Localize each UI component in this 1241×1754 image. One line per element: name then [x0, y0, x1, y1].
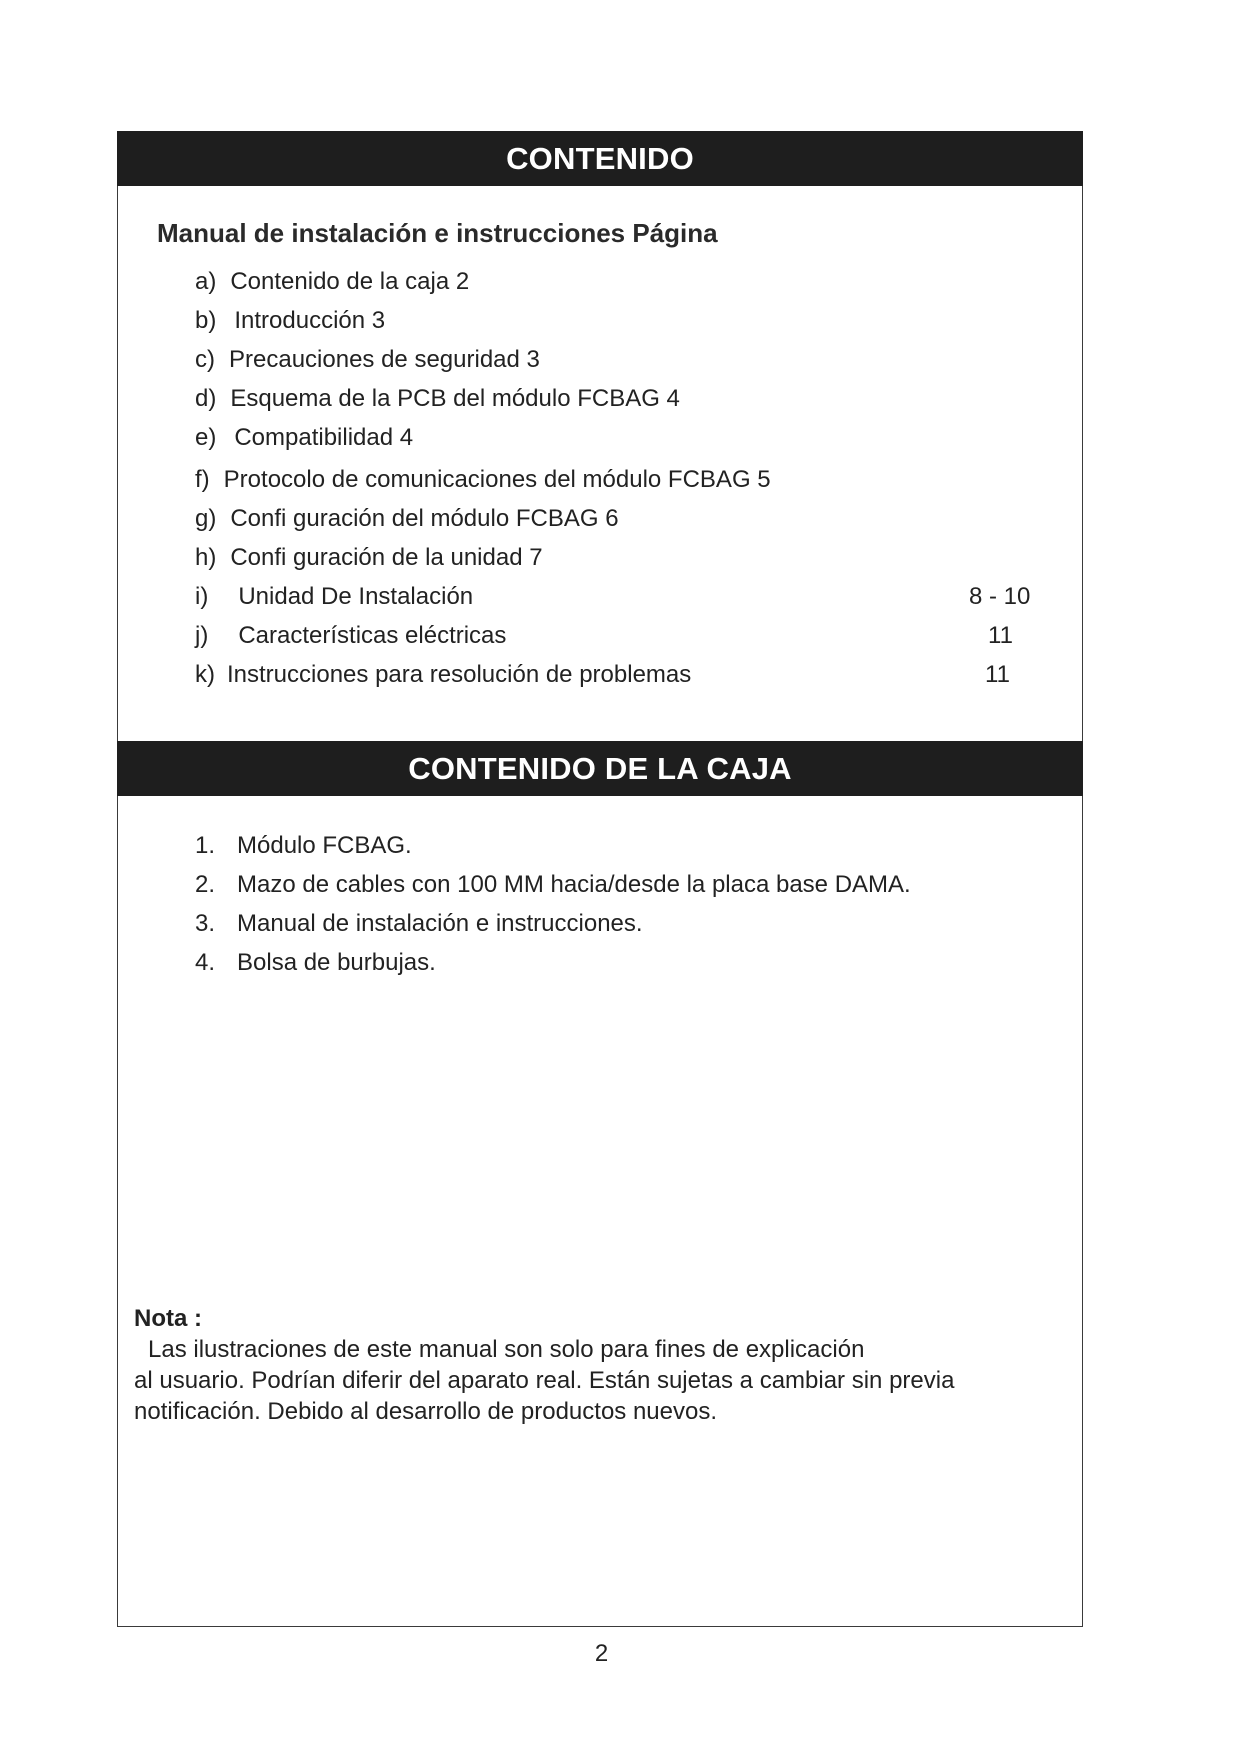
toc-item-f	[195, 466, 771, 494]
toc-item-i	[195, 583, 473, 611]
toc-item-text: Unidad De Instalación	[238, 583, 474, 610]
toc-item-c	[195, 346, 540, 374]
toc-item-a	[195, 268, 469, 296]
toc-item-e	[195, 424, 413, 452]
toc-item-text: Esquema de la PCB del módulo FCBAG 4	[230, 385, 680, 412]
toc-item-d	[195, 385, 680, 413]
note-line: notificación. Debido al desarrollo de productos nuevos.	[134, 1398, 718, 1425]
toc-item-g	[195, 505, 619, 533]
toc-item-text: Características eléctricas	[238, 622, 507, 649]
contents-header: CONTENIDO	[117, 131, 1083, 186]
toc-item-text: Confi guración del módulo FCBAG 6	[230, 505, 619, 532]
box-item-number: 3.	[195, 910, 216, 937]
box-item-text: Mazo de cables con 100 MM hacia/desde la placa base DAMA.	[237, 871, 911, 898]
note-label: Nota :	[134, 1305, 202, 1332]
toc-item-letter: b)	[195, 307, 217, 334]
box-item-number: 1.	[195, 832, 216, 859]
toc-item-letter: g)	[195, 505, 217, 532]
toc-item-letter: a)	[195, 268, 217, 295]
toc-item-page: 11	[988, 622, 1013, 649]
box-item	[195, 871, 911, 899]
toc-item-h	[195, 544, 543, 572]
note-line: Las ilustraciones de este manual son solo para fines de explicación	[148, 1336, 865, 1363]
toc-item-letter: e)	[195, 424, 217, 451]
box-item-text: Manual de instalación e instrucciones.	[237, 910, 643, 937]
note-line: al usuario. Podrían diferir del aparato real. Están sujetas a cambiar sin previa	[134, 1367, 955, 1394]
box-item	[195, 910, 643, 938]
toc-item-j	[195, 622, 506, 650]
toc-item-text: Compatibilidad 4	[234, 424, 414, 451]
toc-item-text: Confi guración de la unidad 7	[230, 544, 543, 571]
toc-item-letter: i)	[195, 583, 209, 610]
toc-item-letter: d)	[195, 385, 217, 412]
toc-item-text: Precauciones de seguridad 3	[229, 346, 540, 373]
box-item-text: Módulo FCBAG.	[237, 832, 412, 859]
toc-item-b	[195, 307, 385, 335]
toc-item-letter: c)	[195, 346, 215, 373]
toc-item-page: 8 - 10	[969, 583, 1031, 610]
toc-item-letter: k)	[195, 661, 215, 688]
box-contents-header: CONTENIDO DE LA CAJA	[117, 741, 1083, 796]
toc-item-letter: f)	[195, 466, 210, 493]
box-item	[195, 832, 412, 860]
toc-item-k	[195, 661, 691, 689]
box-item	[195, 949, 436, 977]
box-item-text: Bolsa de burbujas.	[237, 949, 436, 976]
toc-item-letter: h)	[195, 544, 217, 571]
toc-item-text: Instrucciones para resolución de problemas	[227, 661, 692, 688]
toc-item-text: Contenido de la caja 2	[230, 268, 470, 295]
box-item-number: 2.	[195, 871, 216, 898]
page-number: 2	[594, 1640, 609, 1667]
note-text	[134, 1334, 1034, 1427]
box-item-number: 4.	[195, 949, 216, 976]
toc-item-letter: j)	[195, 622, 209, 649]
toc-title: Manual de instalación e instrucciones Página	[157, 218, 718, 248]
toc-item-page: 11	[985, 661, 1010, 688]
toc-item-text: Protocolo de comunicaciones del módulo FCBAG 5	[223, 466, 771, 493]
toc-item-text: Introducción 3	[234, 307, 386, 334]
